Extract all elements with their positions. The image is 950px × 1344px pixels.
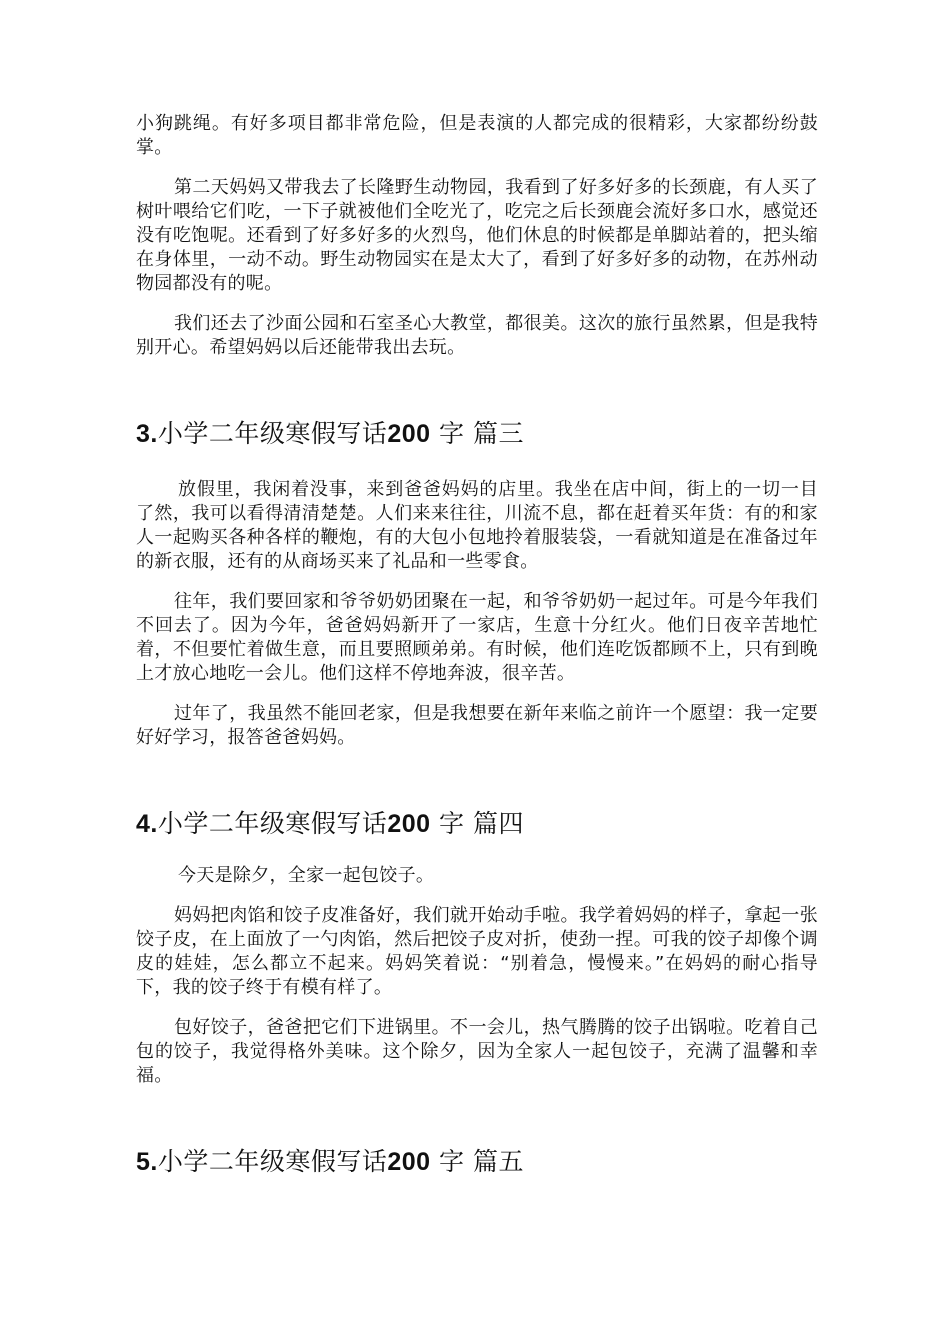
section-3-title-text: 小学二年级寒假写话 (157, 419, 388, 448)
section-3-paragraph-2: 往年，我们要回家和爷爷奶奶团聚在一起，和爷爷奶奶一起过年。可是今年我们不回去了。因为今年，爸爸妈妈新开了一家店，生意十分红火。他们日夜辛苦地忙着，不但要忙着做生意，而且要照顾弟弟。有时候，他们连吃饭都顾不上，只有到晚上才放心地吃一会儿。他们这样不停地奔波，很辛苦。 (136, 591, 818, 684)
section-5-title-suffix: 字 篇五 (439, 1147, 524, 1176)
section-4-title-suffix: 字 篇四 (439, 809, 524, 838)
section-4-number: 4. (136, 810, 158, 838)
intro-paragraph-1: 小狗跳绳。有好多项目都非常危险，但是表演的人都完成的很精彩，大家都纷纷鼓掌。 (136, 113, 818, 158)
section-3-paragraph-3: 过年了，我虽然不能回老家，但是我想要在新年来临之前许一个愿望：我一定要好好学习，报答爸爸妈妈。 (136, 703, 818, 748)
section-4-paragraph-1: 今天是除夕，全家一起包饺子。 (178, 865, 435, 886)
section-4-heading (136, 808, 818, 840)
section-5-number: 5. (136, 1148, 158, 1176)
section-4-title-number: 200 (387, 810, 431, 838)
section-4-paragraph-3: 包好饺子，爸爸把它们下进锅里。不一会儿，热气腾腾的饺子出锅啦。吃着自己包的饺子，我觉得格外美味。这个除夕，因为全家人一起包饺子，充满了温馨和幸福。 (136, 1017, 818, 1086)
section-5-title-number: 200 (387, 1148, 431, 1176)
section-5-heading (136, 1146, 818, 1178)
section-3-title-suffix: 字 篇三 (439, 419, 524, 448)
intro-paragraph-2: 第二天妈妈又带我去了长隆野生动物园，我看到了好多好多的长颈鹿，有人买了树叶喂给它们吃，一下子就被他们全吃光了，吃完之后长颈鹿会流好多口水，感觉还没有吃饱呢。还看到了好多好多的火烈鸟，他们休息的时候都是单脚站着的，把头缩在身体里，一动不动。野生动物园实在是太大了，看到了好多好多的动物，在苏州动物园都没有的呢。 (136, 177, 818, 294)
section-3-number: 3. (136, 420, 158, 448)
section-4-paragraph-2: 妈妈把肉馅和饺子皮准备好，我们就开始动手啦。我学着妈妈的样子，拿起一张饺子皮，在上面放了一勺肉馅，然后把饺子皮对折，使劲一捏。可我的饺子却像个调皮的娃娃，怎么都立不起来。妈妈笑着说：“别着急，慢慢来。”在妈妈的耐心指导下，我的饺子终于有模有样了。 (136, 905, 818, 998)
section-3-title-number: 200 (387, 420, 431, 448)
intro-paragraph-3: 我们还去了沙面公园和石室圣心大教堂，都很美。这次的旅行虽然累，但是我特别开心。希望妈妈以后还能带我出去玩。 (136, 313, 818, 358)
section-3-heading (136, 418, 818, 450)
section-4-title-text: 小学二年级寒假写话 (157, 809, 388, 838)
document-page (136, 112, 818, 1178)
section-3-paragraph-1: 放假里，我闲着没事，来到爸爸妈妈的店里。我坐在店中间，街上的一切一目了然，我可以看得清清楚楚。人们来来往往，川流不息，都在赶着买年货：有的和家人一起购买各种各样的鞭炮，有的大包小包地拎着服装袋，一看就知道是在准备过年的新衣服，还有的从商场买来了礼品和一些零食。 (136, 479, 818, 572)
section-5-title-text: 小学二年级寒假写话 (157, 1147, 388, 1176)
